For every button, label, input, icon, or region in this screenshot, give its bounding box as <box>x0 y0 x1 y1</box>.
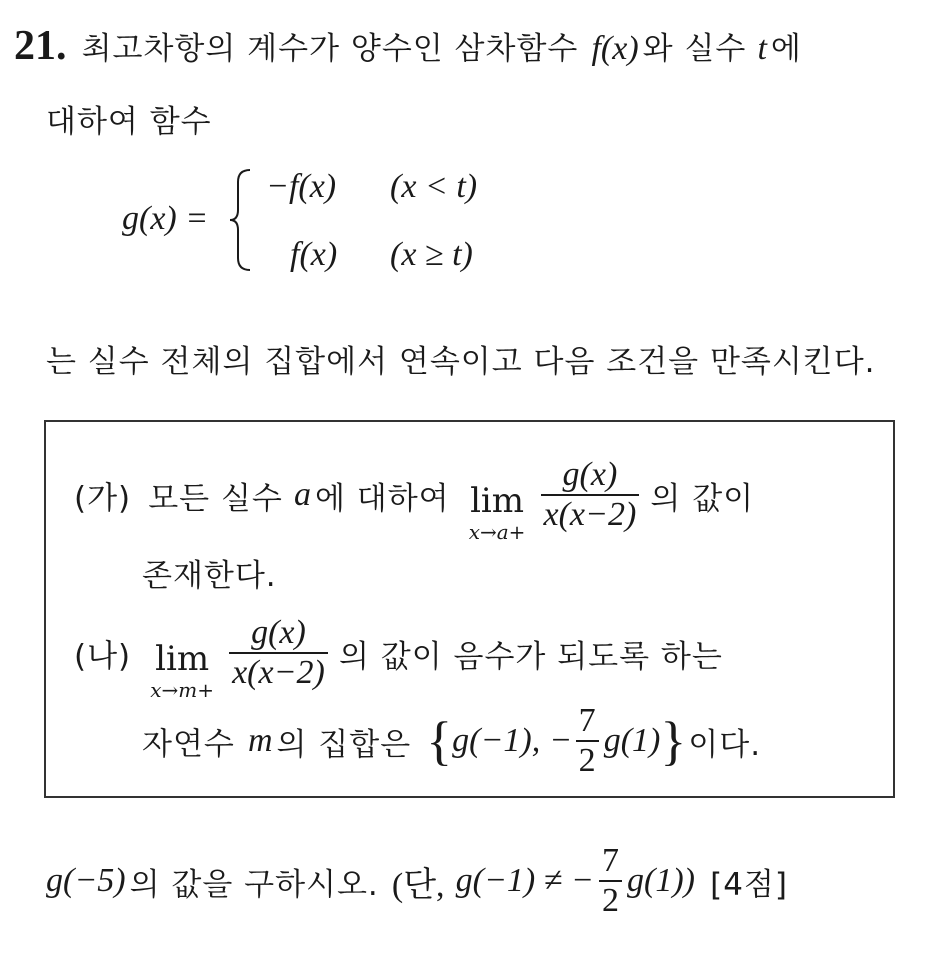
question-text: 와 실수 <box>642 31 747 67</box>
minus-sign: − <box>551 722 571 759</box>
final-condition: g(−1) ≠ − <box>455 862 594 899</box>
question-text: 최고차항의 계수가 양수인 삼차함수 <box>81 31 579 67</box>
lim-subscript: x→m+ <box>150 678 214 702</box>
lim-subscript: x→a+ <box>468 520 526 544</box>
math-a: a <box>293 476 311 513</box>
fraction-seven-halves <box>599 842 622 920</box>
condition-text: 에 대하여 <box>314 480 450 517</box>
question-number: 21. <box>14 23 67 69</box>
fraction-denominator: 2 <box>601 882 619 919</box>
set-element-1: g(−1), <box>452 722 541 759</box>
lim-word: lim <box>470 481 525 521</box>
final-paren: (단, <box>391 866 445 904</box>
piecewise-row2-cond: (x ≥ t) <box>390 236 473 273</box>
math-m: m <box>247 722 273 759</box>
fraction-numerator: g(x) <box>229 614 328 654</box>
set-close-brace: } <box>660 711 687 771</box>
condition-ga-line-2: 존재한다. <box>142 558 277 594</box>
math-f-of-x: f(x) <box>591 30 639 67</box>
fraction-numerator: 7 <box>576 702 599 742</box>
condition-text: 의 값이 <box>650 480 755 517</box>
final-condition-end: g(1)) <box>627 862 695 899</box>
set-element-2: g(1) <box>603 722 661 759</box>
fraction-seven-halves <box>576 702 599 780</box>
condition-na <box>74 606 723 700</box>
lim-word: lim <box>155 639 210 679</box>
condition-na-line-2 <box>142 702 761 780</box>
condition-text: 자연수 <box>142 726 235 763</box>
fraction-numerator: g(x) <box>541 456 640 496</box>
points-label: [4점] <box>710 866 788 903</box>
final-question-line <box>46 842 788 920</box>
fraction-denominator: 2 <box>578 742 596 779</box>
set-open-brace: { <box>426 711 453 771</box>
condition-intro-text: 는 실수 전체의 집합에서 연속이고 다음 조건을 만족시킨다. <box>46 344 876 380</box>
fraction-denominator: x(x−2) <box>232 654 325 691</box>
condition-text: 모든 실수 <box>148 480 283 517</box>
fraction-numerator: 7 <box>599 842 622 882</box>
limit-operator <box>468 481 526 544</box>
fraction <box>229 614 328 692</box>
left-brace <box>228 168 254 272</box>
fraction-denominator: x(x−2) <box>543 496 637 533</box>
condition-text: 의 집합은 <box>276 726 412 763</box>
condition-label-ga: (가) <box>74 480 132 517</box>
math-g-minus-5: g(−5) <box>46 862 126 899</box>
condition-text: 이다. <box>688 726 762 763</box>
final-text: 의 값을 구하시오. <box>129 866 379 903</box>
condition-text: 의 값이 음수가 되도록 하는 <box>338 638 723 675</box>
question-line-1 <box>14 22 802 70</box>
piecewise-row2-expr: f(x) <box>290 236 338 273</box>
piecewise-row1-expr: −f(x) <box>266 168 337 205</box>
piecewise-row1-cond: (x < t) <box>390 168 478 205</box>
condition-label-na: (나) <box>74 638 132 675</box>
piecewise-lhs: g(x) = <box>122 200 209 237</box>
question-line-2: 대하여 함수 <box>46 104 212 140</box>
condition-ga <box>74 448 754 542</box>
fraction <box>541 456 640 534</box>
limit-operator <box>150 639 214 702</box>
math-t: t <box>757 30 767 67</box>
question-text: 에 <box>770 31 802 67</box>
